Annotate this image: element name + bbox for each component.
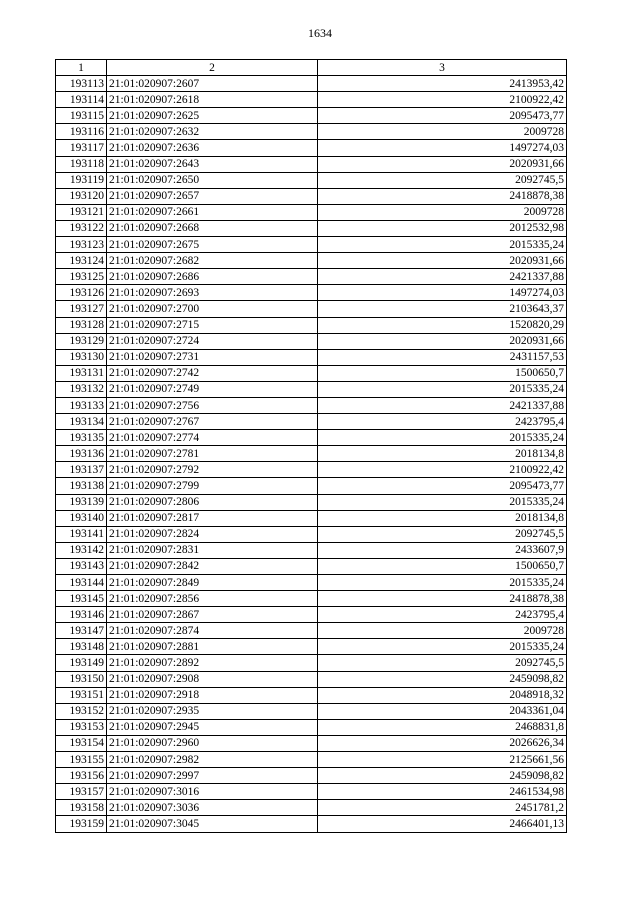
cadastral-number-cell: 21:01:020907:2668	[107, 220, 318, 236]
cadastral-number-cell: 21:01:020907:2874	[107, 623, 318, 639]
cadastral-number-cell: 21:01:020907:2749	[107, 381, 318, 397]
cadastral-number-cell: 21:01:020907:2636	[107, 140, 318, 156]
column-header-1: 1	[56, 60, 107, 76]
value-cell: 2015335,24	[318, 430, 567, 446]
table-row	[56, 800, 567, 816]
row-number-cell: 193120	[56, 188, 107, 204]
row-number-cell: 193126	[56, 285, 107, 301]
table-row	[56, 671, 567, 687]
value-cell: 2103643,37	[318, 301, 567, 317]
row-number-cell: 193148	[56, 639, 107, 655]
cadastral-number-cell: 21:01:020907:2892	[107, 655, 318, 671]
table-row	[56, 607, 567, 623]
row-number-cell: 193134	[56, 414, 107, 430]
row-number-cell: 193154	[56, 735, 107, 751]
table-row	[56, 140, 567, 156]
value-cell: 2009728	[318, 623, 567, 639]
row-number-cell: 193128	[56, 317, 107, 333]
row-number-cell: 193132	[56, 381, 107, 397]
table-row	[56, 317, 567, 333]
cadastral-number-cell: 21:01:020907:2715	[107, 317, 318, 333]
row-number-cell: 193127	[56, 301, 107, 317]
value-cell: 2095473,77	[318, 478, 567, 494]
cadastral-number-cell: 21:01:020907:2731	[107, 349, 318, 365]
cadastral-number-cell: 21:01:020907:2675	[107, 237, 318, 253]
table-row	[56, 397, 567, 413]
cadastral-number-cell: 21:01:020907:2824	[107, 526, 318, 542]
cadastral-number-cell: 21:01:020907:2774	[107, 430, 318, 446]
value-cell: 2018134,8	[318, 510, 567, 526]
cadastral-number-cell: 21:01:020907:2657	[107, 188, 318, 204]
cadastral-number-cell: 21:01:020907:2867	[107, 607, 318, 623]
cadastral-number-cell: 21:01:020907:2618	[107, 92, 318, 108]
table-row	[56, 156, 567, 172]
cadastral-number-cell: 21:01:020907:2849	[107, 575, 318, 591]
table-row	[56, 108, 567, 124]
cadastral-number-cell: 21:01:020907:2881	[107, 639, 318, 655]
value-cell: 2092745,5	[318, 526, 567, 542]
table-row	[56, 591, 567, 607]
table-body	[56, 76, 567, 832]
table-row	[56, 365, 567, 381]
row-number-cell: 193153	[56, 719, 107, 735]
table-row	[56, 237, 567, 253]
value-cell: 2418878,38	[318, 188, 567, 204]
cadastral-number-cell: 21:01:020907:2997	[107, 768, 318, 784]
table-row	[56, 446, 567, 462]
value-cell: 2015335,24	[318, 639, 567, 655]
value-cell: 2423795,4	[318, 414, 567, 430]
row-number-cell: 193144	[56, 575, 107, 591]
value-cell: 2020931,66	[318, 333, 567, 349]
row-number-cell: 193115	[56, 108, 107, 124]
cadastral-number-cell: 21:01:020907:2799	[107, 478, 318, 494]
cadastral-number-cell: 21:01:020907:2856	[107, 591, 318, 607]
cadastral-number-cell: 21:01:020907:2945	[107, 719, 318, 735]
value-cell: 1497274,03	[318, 140, 567, 156]
value-cell: 2018134,8	[318, 446, 567, 462]
table-row	[56, 124, 567, 140]
row-number-cell: 193117	[56, 140, 107, 156]
table-header-row	[56, 60, 567, 76]
cadastral-value-table	[55, 59, 567, 833]
table-row	[56, 172, 567, 188]
value-cell: 1500650,7	[318, 558, 567, 574]
cadastral-number-cell: 21:01:020907:2908	[107, 671, 318, 687]
row-number-cell: 193140	[56, 510, 107, 526]
table-row	[56, 76, 567, 92]
cadastral-number-cell: 21:01:020907:2661	[107, 204, 318, 220]
cadastral-number-cell: 21:01:020907:2781	[107, 446, 318, 462]
value-cell: 2043361,04	[318, 703, 567, 719]
table-row	[56, 381, 567, 397]
cadastral-number-cell: 21:01:020907:2982	[107, 752, 318, 768]
row-number-cell: 193124	[56, 253, 107, 269]
table-row	[56, 623, 567, 639]
row-number-cell: 193139	[56, 494, 107, 510]
row-number-cell: 193135	[56, 430, 107, 446]
table-row	[56, 414, 567, 430]
row-number-cell: 193158	[56, 800, 107, 816]
cadastral-number-cell: 21:01:020907:2960	[107, 735, 318, 751]
value-cell: 2092745,5	[318, 172, 567, 188]
value-cell: 2048918,32	[318, 687, 567, 703]
table-row	[56, 269, 567, 285]
column-header-3: 3	[318, 60, 567, 76]
cadastral-number-cell: 21:01:020907:2686	[107, 269, 318, 285]
row-number-cell: 193138	[56, 478, 107, 494]
table-row	[56, 285, 567, 301]
value-cell: 2100922,42	[318, 462, 567, 478]
table-row	[56, 752, 567, 768]
value-cell: 2015335,24	[318, 381, 567, 397]
cadastral-number-cell: 21:01:020907:2806	[107, 494, 318, 510]
value-cell: 2015335,24	[318, 494, 567, 510]
value-cell: 2009728	[318, 124, 567, 140]
value-cell: 2466401,13	[318, 816, 567, 832]
row-number-cell: 193125	[56, 269, 107, 285]
cadastral-number-cell: 21:01:020907:2632	[107, 124, 318, 140]
row-number-cell: 193150	[56, 671, 107, 687]
table-row	[56, 494, 567, 510]
row-number-cell: 193116	[56, 124, 107, 140]
row-number-cell: 193152	[56, 703, 107, 719]
value-cell: 2092745,5	[318, 655, 567, 671]
value-cell: 2431157,53	[318, 349, 567, 365]
value-cell: 2423795,4	[318, 607, 567, 623]
table-row	[56, 430, 567, 446]
table-row	[56, 510, 567, 526]
row-number-cell: 193113	[56, 76, 107, 92]
row-number-cell: 193133	[56, 397, 107, 413]
table-row	[56, 204, 567, 220]
table-row	[56, 639, 567, 655]
cadastral-number-cell: 21:01:020907:2842	[107, 558, 318, 574]
value-cell: 2020931,66	[318, 156, 567, 172]
cadastral-number-cell: 21:01:020907:2742	[107, 365, 318, 381]
row-number-cell: 193130	[56, 349, 107, 365]
cadastral-number-cell: 21:01:020907:2935	[107, 703, 318, 719]
value-cell: 1500650,7	[318, 365, 567, 381]
table-row	[56, 301, 567, 317]
cadastral-number-cell: 21:01:020907:2724	[107, 333, 318, 349]
cadastral-number-cell: 21:01:020907:2650	[107, 172, 318, 188]
value-cell: 2125661,56	[318, 752, 567, 768]
row-number-cell: 193147	[56, 623, 107, 639]
value-cell: 2421337,88	[318, 397, 567, 413]
cadastral-number-cell: 21:01:020907:3016	[107, 784, 318, 800]
cadastral-number-cell: 21:01:020907:2831	[107, 542, 318, 558]
cadastral-number-cell: 21:01:020907:2693	[107, 285, 318, 301]
table-row	[56, 542, 567, 558]
value-cell: 2026626,34	[318, 735, 567, 751]
row-number-cell: 193119	[56, 172, 107, 188]
page-number: 1634	[308, 26, 332, 40]
cadastral-number-cell: 21:01:020907:2700	[107, 301, 318, 317]
value-cell: 2459098,82	[318, 671, 567, 687]
cadastral-number-cell: 21:01:020907:2792	[107, 462, 318, 478]
value-cell: 2020931,66	[318, 253, 567, 269]
value-cell: 1520820,29	[318, 317, 567, 333]
cadastral-number-cell: 21:01:020907:2607	[107, 76, 318, 92]
table-row	[56, 92, 567, 108]
value-cell: 1497274,03	[318, 285, 567, 301]
value-cell: 2413953,42	[318, 76, 567, 92]
row-number-cell: 193114	[56, 92, 107, 108]
row-number-cell: 193118	[56, 156, 107, 172]
row-number-cell: 193136	[56, 446, 107, 462]
table-row	[56, 526, 567, 542]
row-number-cell: 193151	[56, 687, 107, 703]
row-number-cell: 193141	[56, 526, 107, 542]
value-cell: 2418878,38	[318, 591, 567, 607]
row-number-cell: 193145	[56, 591, 107, 607]
value-cell: 2468831,8	[318, 719, 567, 735]
cadastral-number-cell: 21:01:020907:2643	[107, 156, 318, 172]
column-header-2: 2	[107, 60, 318, 76]
row-number-cell: 193146	[56, 607, 107, 623]
table-row	[56, 816, 567, 832]
table-row	[56, 349, 567, 365]
table-row	[56, 735, 567, 751]
value-cell: 2009728	[318, 204, 567, 220]
cadastral-number-cell: 21:01:020907:2756	[107, 397, 318, 413]
row-number-cell: 193159	[56, 816, 107, 832]
table-row	[56, 220, 567, 236]
table-row	[56, 333, 567, 349]
row-number-cell: 193121	[56, 204, 107, 220]
value-cell: 2459098,82	[318, 768, 567, 784]
row-number-cell: 193156	[56, 768, 107, 784]
table-row	[56, 703, 567, 719]
cadastral-number-cell: 21:01:020907:2625	[107, 108, 318, 124]
row-number-cell: 193157	[56, 784, 107, 800]
value-cell: 2461534,98	[318, 784, 567, 800]
row-number-cell: 193143	[56, 558, 107, 574]
row-number-cell: 193142	[56, 542, 107, 558]
cadastral-number-cell: 21:01:020907:2918	[107, 687, 318, 703]
table-row	[56, 784, 567, 800]
table-row	[56, 188, 567, 204]
table-row	[56, 687, 567, 703]
row-number-cell: 193122	[56, 220, 107, 236]
cadastral-number-cell: 21:01:020907:3036	[107, 800, 318, 816]
value-cell: 2095473,77	[318, 108, 567, 124]
value-cell: 2100922,42	[318, 92, 567, 108]
cadastral-number-cell: 21:01:020907:2817	[107, 510, 318, 526]
row-number-cell: 193131	[56, 365, 107, 381]
value-cell: 2433607,9	[318, 542, 567, 558]
row-number-cell: 193149	[56, 655, 107, 671]
value-cell: 2015335,24	[318, 575, 567, 591]
cadastral-number-cell: 21:01:020907:2682	[107, 253, 318, 269]
cadastral-number-cell: 21:01:020907:3045	[107, 816, 318, 832]
table-row	[56, 655, 567, 671]
value-cell: 2451781,2	[318, 800, 567, 816]
row-number-cell: 193137	[56, 462, 107, 478]
row-number-cell: 193155	[56, 752, 107, 768]
row-number-cell: 193123	[56, 237, 107, 253]
cadastral-number-cell: 21:01:020907:2767	[107, 414, 318, 430]
value-cell: 2012532,98	[318, 220, 567, 236]
table-row	[56, 575, 567, 591]
table-row	[56, 719, 567, 735]
table-row	[56, 462, 567, 478]
table-row	[56, 768, 567, 784]
table-row	[56, 478, 567, 494]
value-cell: 2015335,24	[318, 237, 567, 253]
table-row	[56, 253, 567, 269]
value-cell: 2421337,88	[318, 269, 567, 285]
table-row	[56, 558, 567, 574]
row-number-cell: 193129	[56, 333, 107, 349]
